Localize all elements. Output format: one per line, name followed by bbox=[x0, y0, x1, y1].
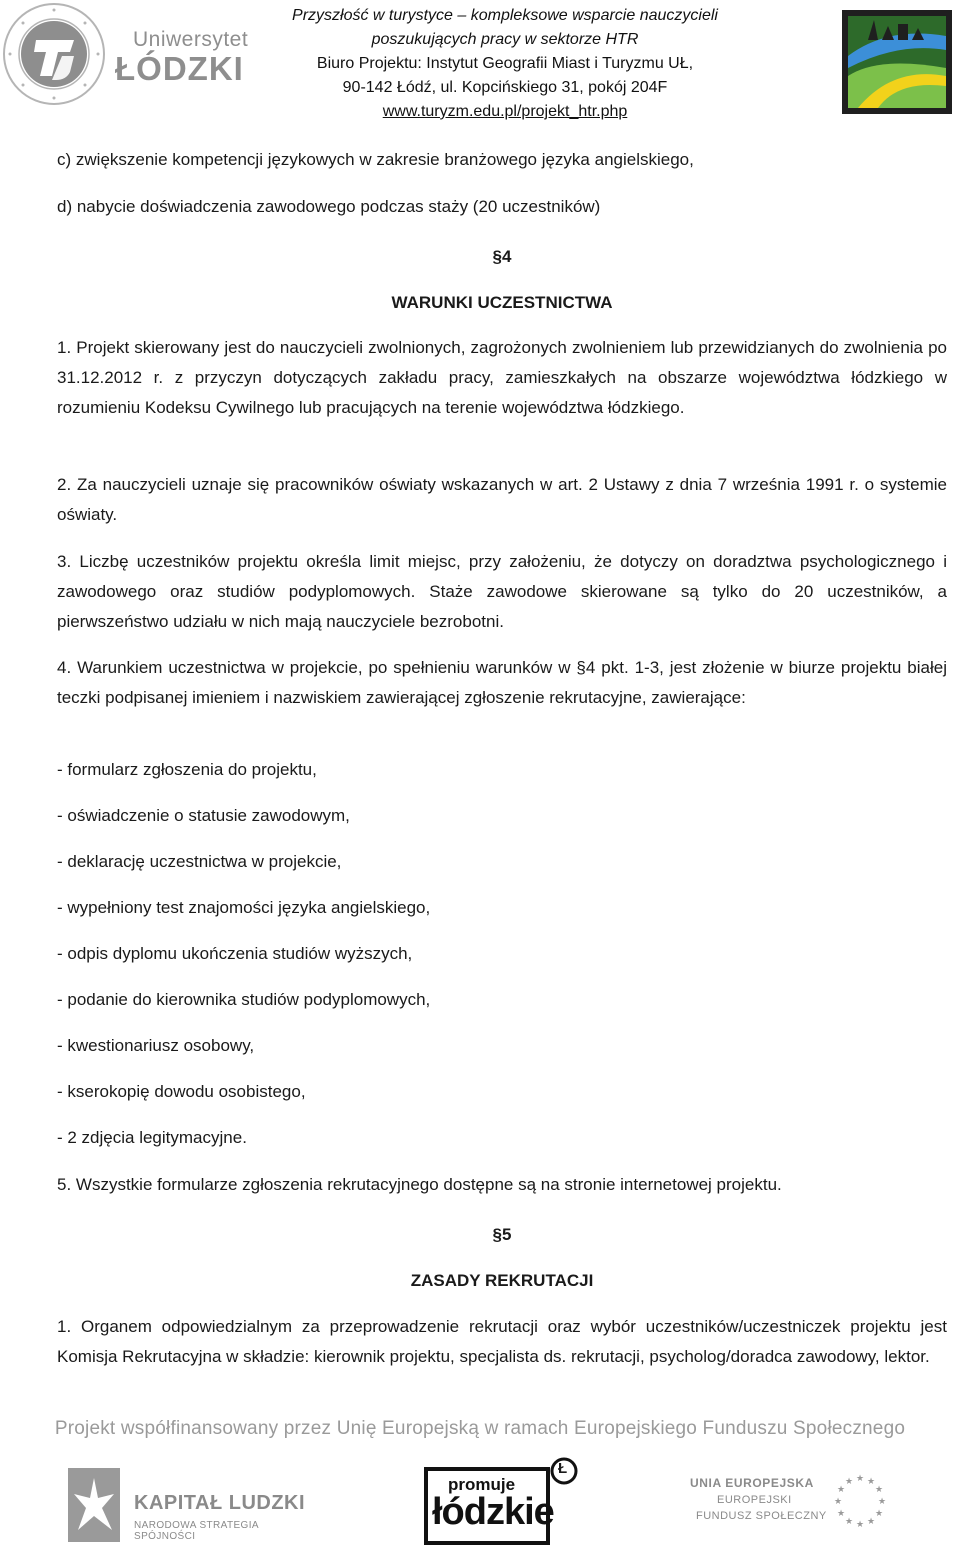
item-d: d) nabycie doświadczenia zawodowego podczas staży (20 uczestników) bbox=[57, 197, 601, 216]
section-4-paragraph-2: 2. Za nauczycieli uznaje się pracowników oświaty wskazanych w art. 2 Ustawy z dnia 7 września 1991 r. o systemie oświaty. bbox=[57, 475, 947, 524]
svg-text:★: ★ bbox=[866, 1477, 876, 1487]
page-footer bbox=[0, 1410, 960, 1550]
university-name bbox=[115, 28, 248, 86]
kapital-ludzki-subtitle: NARODOWA STRATEGIA SPÓJNOŚCI bbox=[134, 1520, 259, 1542]
kapital-ludzki-title: KAPITAŁ LUDZKI bbox=[134, 1492, 306, 1514]
section-4-number: §4 bbox=[492, 247, 512, 266]
promuje-lodzkie-logo bbox=[422, 1455, 582, 1545]
page-header bbox=[0, 0, 960, 130]
list-item: - odpis dyplomu ukończenia studiów wyższych, bbox=[57, 944, 413, 963]
list-item: - formularz zgłoszenia do projektu, bbox=[57, 760, 317, 779]
section-4-paragraph-3: 3. Liczbę uczestników projektu określa limit miejsc, przy założeniu, że dotyczy on doradztwa psychologicznego i zawodowego oraz studiów podyplomowych. Staże zawodowe skierowane są tylko do 20 uczestników, a pierwszeństwo udziału w nich mają nauczyciele bezrobotni. bbox=[57, 552, 947, 631]
header-project-info bbox=[260, 4, 750, 124]
section-5-paragraph-1: 1. Organem odpowiedzialnym za przeprowadzenie rekrutacji oraz wybór uczestników/uczestniczek projektu jest Komisja Rekrutacyjna w składzie: kierownik projektu, specjalista ds. rekrutacji, psycholog/doradca zawodowy, lektor. bbox=[57, 1317, 947, 1366]
university-name-line1: Uniwersytet bbox=[133, 28, 249, 51]
list-item: - 2 zdjęcia legitymacyjne. bbox=[57, 1128, 247, 1147]
svg-text:★: ★ bbox=[855, 1474, 865, 1484]
list-item: - podanie do kierownika studiów podyplomowych, bbox=[57, 990, 431, 1009]
lodzkie-big-text: łódzkie bbox=[432, 1491, 554, 1533]
header-office: Biuro Projektu: Instytut Geografii Miast i Turyzmu UŁ, bbox=[316, 55, 694, 72]
section-5-number: §5 bbox=[492, 1225, 512, 1244]
header-address: 90-142 Łódź, ul. Kopcińskiego 31, pokój 204F bbox=[342, 79, 668, 96]
svg-text:★: ★ bbox=[874, 1485, 884, 1495]
header-project-title-1: Przyszłość w turystyce – kompleksowe wsparcie nauczycieli bbox=[292, 7, 718, 24]
svg-text:★: ★ bbox=[833, 1497, 843, 1507]
section-4-title: WARUNKI UCZESTNICTWA bbox=[391, 293, 613, 312]
lodzkie-small-text: promuje bbox=[448, 1475, 516, 1494]
eu-line1: UNIA EUROPEJSKA bbox=[690, 1476, 814, 1490]
svg-text:★: ★ bbox=[866, 1517, 876, 1527]
list-item: - kwestionariusz osobowy, bbox=[57, 1036, 255, 1055]
list-item: - deklarację uczestnictwa w projekcie, bbox=[57, 852, 342, 871]
university-logo bbox=[0, 0, 249, 118]
svg-text:★: ★ bbox=[877, 1497, 887, 1507]
section-5-title: ZASADY REKRUTACJI bbox=[410, 1271, 594, 1290]
eu-fund-logo bbox=[690, 1470, 900, 1540]
kapital-ludzki-icon bbox=[68, 1468, 128, 1548]
university-name-line2: ŁÓDZKI bbox=[115, 50, 244, 87]
svg-text:★: ★ bbox=[844, 1517, 854, 1527]
item-c: c) zwiększenie kompetencji językowych w zakresie branżowego języka angielskiego, bbox=[57, 150, 694, 169]
project-landscape-logo-icon bbox=[838, 6, 956, 116]
kapital-ludzki-logo bbox=[68, 1460, 318, 1550]
header-project-title-2: poszukujących pracy w sektorze HTR bbox=[371, 31, 639, 48]
section-4-paragraph-1: 1. Projekt skierowany jest do nauczycieli zwolnionych, zagrożonych zwolnieniem lub przewidzianych do zwolnienia po 31.12.2012 r. z przyczyn dotyczących zakładu pracy, zamieszkałych na obszarze województwa łódzkiego w rozumieniu Kodeksu Cywilnego lub pracujących na terenie województwa łódzkiego. bbox=[57, 338, 947, 417]
list-item: - wypełniony test znajomości języka angielskiego, bbox=[57, 898, 431, 917]
list-item: - oświadczenie o statusie zawodowym, bbox=[57, 806, 350, 825]
svg-text:★: ★ bbox=[874, 1509, 884, 1519]
eu-line3: FUNDUSZ SPOŁECZNY bbox=[696, 1510, 827, 1522]
section-4-paragraph-4: 4. Warunkiem uczestnictwa w projekcie, po spełnieniu warunków w §4 pkt. 1-3, jest złożenie w biurze projektu białej teczki podpisanej imieniem i nazwiskiem zawierającej zgłoszenie rekrutacyjne, zawierające: bbox=[57, 658, 947, 707]
list-item: - kserokopię dowodu osobistego, bbox=[57, 1082, 306, 1101]
footer-funding-banner: Projekt współfinansowany przez Unię Europejską w ramach Europejskiego Funduszu Społecznego bbox=[54, 1418, 906, 1439]
svg-text:★: ★ bbox=[844, 1477, 854, 1487]
header-url-link[interactable]: www.turyzm.edu.pl/projekt_htr.php bbox=[382, 103, 628, 120]
svg-text:★: ★ bbox=[836, 1485, 846, 1495]
eu-stars-icon bbox=[828, 1470, 892, 1534]
eu-line2: EUROPEJSKI bbox=[717, 1494, 792, 1506]
lodzkie-mark: Ł bbox=[558, 1460, 568, 1477]
svg-text:★: ★ bbox=[855, 1520, 865, 1530]
svg-text:★: ★ bbox=[836, 1509, 846, 1519]
university-seal-icon bbox=[0, 0, 112, 112]
section-4-paragraph-5: 5. Wszystkie formularze zgłoszenia rekrutacyjnego dostępne są na stronie internetowej projektu. bbox=[57, 1175, 782, 1194]
